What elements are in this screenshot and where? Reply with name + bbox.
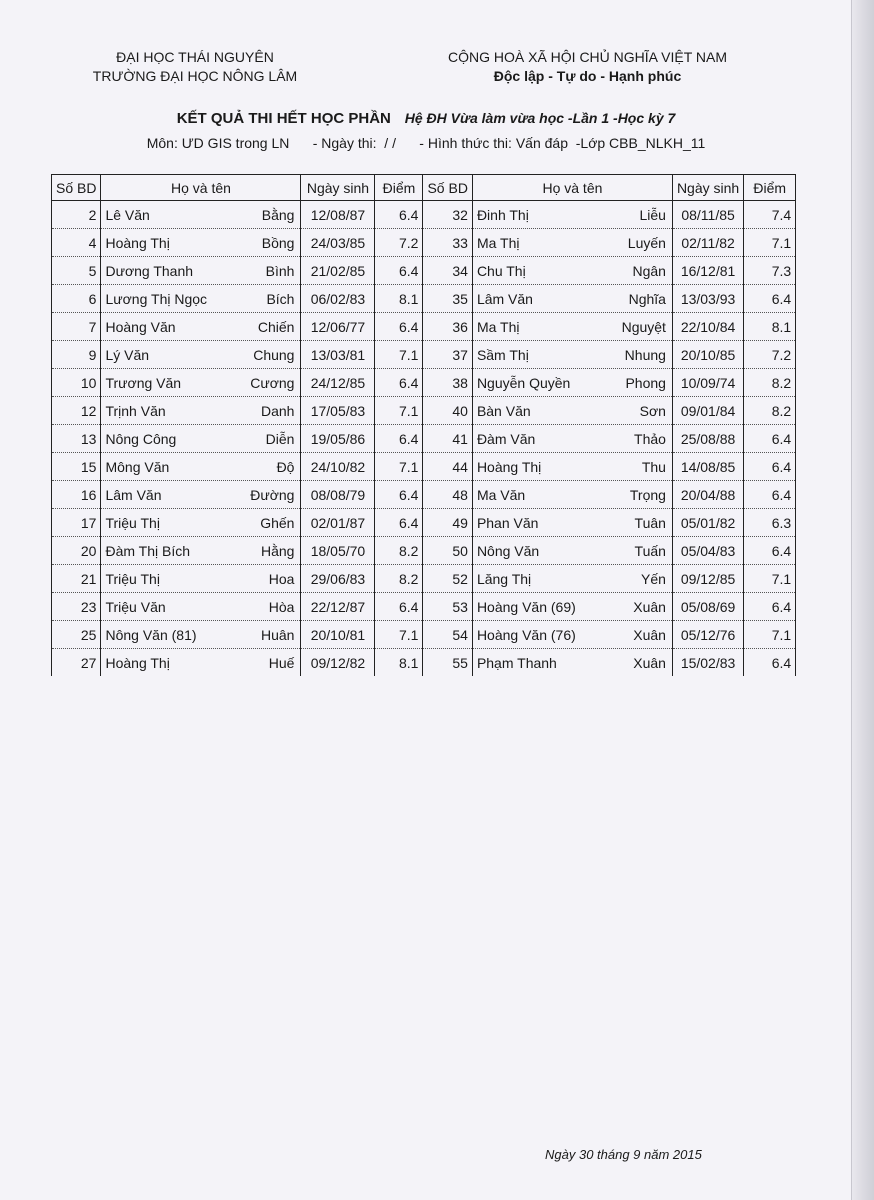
cell-dob: 05/12/76 (672, 621, 743, 649)
cell-fullname (101, 565, 301, 593)
cell-family-name: Trương Văn (105, 374, 182, 391)
cell-sbd: 23 (52, 593, 101, 621)
cell-dob: 06/02/83 (301, 285, 375, 313)
cell-dob: 22/10/84 (672, 313, 743, 341)
cell-fullname (472, 341, 672, 369)
cell-family-name: Lý Văn (105, 346, 150, 363)
cell-family-name: Mông Văn (105, 458, 170, 475)
cell-score: 6.4 (744, 649, 796, 677)
cell-family-name: Dương Thanh (105, 262, 194, 279)
cell-score: 6.4 (375, 313, 423, 341)
cell-given-name: Phong (625, 374, 666, 391)
cell-dob: 20/10/81 (301, 621, 375, 649)
cell-fullname (101, 509, 301, 537)
cell-sbd: 36 (423, 313, 472, 341)
cell-fullname (472, 257, 672, 285)
table-row (52, 285, 796, 313)
cell-family-name: Nông Văn (476, 542, 540, 559)
cell-family-name: Hoàng Thị (476, 458, 542, 475)
cell-sbd: 50 (423, 537, 472, 565)
cell-fullname (472, 369, 672, 397)
cell-score: 7.1 (375, 621, 423, 649)
cell-score: 7.1 (375, 341, 423, 369)
cell-dob: 17/05/83 (301, 397, 375, 425)
cell-sbd: 6 (52, 285, 101, 313)
cell-dob: 05/01/82 (672, 509, 743, 537)
cell-sbd: 16 (52, 481, 101, 509)
cell-dob: 16/12/81 (672, 257, 743, 285)
cell-sbd: 5 (52, 257, 101, 285)
cell-score: 6.4 (375, 257, 423, 285)
cell-score: 8.1 (744, 313, 796, 341)
table-row (52, 509, 796, 537)
cell-fullname (101, 369, 301, 397)
header-name: Họ và tên (101, 175, 301, 201)
cell-dob: 13/03/93 (672, 285, 743, 313)
cell-given-name: Độ (276, 458, 295, 475)
cell-given-name: Trọng (629, 486, 666, 503)
cell-fullname (472, 565, 672, 593)
table-row (52, 201, 796, 229)
cell-given-name: Ghến (260, 514, 295, 531)
cell-dob: 19/05/86 (301, 425, 375, 453)
cell-score: 7.1 (375, 453, 423, 481)
cell-family-name: Ma Thị (476, 234, 520, 251)
cell-fullname (472, 229, 672, 257)
cell-score: 7.4 (744, 201, 796, 229)
cell-given-name: Bích (266, 290, 295, 307)
table-row (52, 313, 796, 341)
cell-fullname (472, 481, 672, 509)
cell-fullname (472, 201, 672, 229)
cell-given-name: Yến (641, 570, 666, 587)
cell-family-name: Nguyễn Quyền (476, 374, 571, 391)
cell-dob: 24/10/82 (301, 453, 375, 481)
cell-score: 6.4 (375, 201, 423, 229)
header-score: Điểm (375, 175, 423, 201)
cell-score: 8.2 (744, 397, 796, 425)
cell-dob: 10/09/74 (672, 369, 743, 397)
cell-dob: 05/04/83 (672, 537, 743, 565)
cell-sbd: 44 (423, 453, 472, 481)
cell-score: 7.1 (744, 565, 796, 593)
cell-sbd: 27 (52, 649, 101, 677)
table-row (52, 369, 796, 397)
cell-given-name: Luyến (627, 234, 666, 251)
cell-family-name: Trịnh Văn (105, 402, 166, 419)
cell-sbd: 10 (52, 369, 101, 397)
cell-sbd: 7 (52, 313, 101, 341)
cell-sbd: 54 (423, 621, 472, 649)
cell-dob: 02/11/82 (672, 229, 743, 257)
cell-given-name: Chiến (257, 318, 295, 335)
cell-family-name: Triệu Thị (105, 570, 160, 587)
page-fold-line (851, 0, 852, 1200)
cell-sbd: 55 (423, 649, 472, 677)
cell-given-name: Bằng (261, 206, 295, 223)
cell-fullname (101, 649, 301, 677)
cell-fullname (472, 509, 672, 537)
cell-dob: 12/08/87 (301, 201, 375, 229)
cell-family-name: Đinh Thị (476, 206, 529, 223)
cell-score: 7.2 (375, 229, 423, 257)
cell-family-name: Phạm Thanh (476, 654, 557, 671)
cell-fullname (101, 593, 301, 621)
cell-given-name: Danh (261, 402, 295, 419)
cell-given-name: Sơn (639, 402, 666, 419)
cell-family-name: Lâm Văn (476, 290, 533, 307)
cell-given-name: Nghĩa (628, 290, 666, 307)
motto: Độc lập - Tự do - Hạnh phúc (493, 68, 682, 84)
cell-family-name: Bàn Văn (476, 402, 531, 419)
cell-fullname (472, 397, 672, 425)
cell-sbd: 32 (423, 201, 472, 229)
national-motto-header (425, 48, 750, 86)
cell-fullname (472, 425, 672, 453)
cell-fullname (101, 285, 301, 313)
cell-fullname (472, 285, 672, 313)
cell-score: 8.1 (375, 649, 423, 677)
cell-given-name: Nguyệt (621, 318, 666, 335)
table-row (52, 565, 796, 593)
cell-sbd: 9 (52, 341, 101, 369)
cell-given-name: Hoa (268, 570, 295, 587)
cell-fullname (472, 649, 672, 677)
header-dob: Ngày sinh (301, 175, 375, 201)
table-row (52, 341, 796, 369)
cell-dob: 20/04/88 (672, 481, 743, 509)
cell-given-name: Diễn (265, 430, 295, 447)
cell-given-name: Thảo (634, 430, 666, 447)
cell-score: 6.4 (375, 509, 423, 537)
cell-fullname (101, 397, 301, 425)
cell-score: 7.2 (744, 341, 796, 369)
cell-sbd: 25 (52, 621, 101, 649)
cell-sbd: 33 (423, 229, 472, 257)
cell-fullname (101, 201, 301, 229)
cell-given-name: Huân (261, 626, 295, 643)
cell-fullname (472, 453, 672, 481)
header-score: Điểm (744, 175, 796, 201)
table-row (52, 453, 796, 481)
cell-sbd: 35 (423, 285, 472, 313)
cell-family-name: Nông Công (105, 430, 177, 447)
title-program: Hệ ĐH Vừa làm vừa học -Lần 1 -Học kỳ 7 (404, 110, 676, 126)
country-name: CỘNG HOÀ XÃ HỘI CHỦ NGHĨA VIỆT NAM (447, 49, 727, 65)
header-dob: Ngày sinh (672, 175, 743, 201)
cell-dob: 09/01/84 (672, 397, 743, 425)
cell-given-name: Tuấn (634, 542, 666, 559)
cell-fullname (101, 537, 301, 565)
table-row (52, 537, 796, 565)
cell-sbd: 15 (52, 453, 101, 481)
cell-fullname (472, 313, 672, 341)
cell-score: 7.1 (375, 397, 423, 425)
cell-given-name: Thu (641, 458, 666, 475)
cell-family-name: Lương Thị Ngọc (105, 290, 208, 307)
cell-score: 7.1 (744, 621, 796, 649)
cell-dob: 29/06/83 (301, 565, 375, 593)
cell-score: 6.4 (375, 593, 423, 621)
cell-given-name: Đường (250, 486, 295, 503)
cell-sbd: 40 (423, 397, 472, 425)
table-row (52, 425, 796, 453)
cell-given-name: Hằng (261, 542, 295, 559)
cell-dob: 24/03/85 (301, 229, 375, 257)
cell-family-name: Phan Văn (476, 514, 539, 531)
table-header-row (52, 175, 796, 201)
cell-sbd: 38 (423, 369, 472, 397)
cell-fullname (472, 537, 672, 565)
cell-fullname (101, 453, 301, 481)
cell-sbd: 13 (52, 425, 101, 453)
cell-given-name: Xuân (633, 654, 666, 671)
cell-score: 6.4 (744, 593, 796, 621)
cell-sbd: 21 (52, 565, 101, 593)
cell-score: 8.2 (375, 537, 423, 565)
cell-score: 6.3 (744, 509, 796, 537)
cell-dob: 05/08/69 (672, 593, 743, 621)
cell-family-name: Lăng Thị (476, 570, 532, 587)
cell-given-name: Chung (253, 346, 295, 363)
cell-score: 8.2 (744, 369, 796, 397)
cell-score: 7.1 (744, 229, 796, 257)
cell-fullname (101, 313, 301, 341)
cell-score: 6.4 (375, 481, 423, 509)
cell-score: 6.4 (744, 537, 796, 565)
cell-sbd: 4 (52, 229, 101, 257)
cell-family-name: Hoàng Văn (69) (476, 598, 576, 615)
document-title (0, 110, 852, 127)
table-row (52, 481, 796, 509)
page-edge (852, 0, 874, 1200)
cell-family-name: Hoàng Thị (105, 654, 170, 671)
cell-given-name: Xuân (633, 626, 666, 643)
cell-given-name: Liễu (639, 206, 666, 223)
cell-score: 7.3 (744, 257, 796, 285)
cell-dob: 21/02/85 (301, 257, 375, 285)
cell-family-name: Ma Thị (476, 318, 520, 335)
cell-fullname (101, 257, 301, 285)
cell-given-name: Cương (250, 374, 295, 391)
cell-given-name: Hòa (268, 598, 295, 615)
cell-given-name: Xuân (633, 598, 666, 615)
cell-family-name: Lâm Văn (105, 486, 162, 503)
cell-family-name: Đàm Văn (476, 430, 536, 447)
cell-sbd: 12 (52, 397, 101, 425)
cell-given-name: Ngân (632, 262, 666, 279)
cell-given-name: Bình (265, 262, 295, 279)
cell-sbd: 41 (423, 425, 472, 453)
table-row (52, 593, 796, 621)
cell-fullname (101, 425, 301, 453)
cell-sbd: 48 (423, 481, 472, 509)
cell-score: 6.4 (744, 481, 796, 509)
cell-dob: 13/03/81 (301, 341, 375, 369)
cell-score: 6.4 (375, 369, 423, 397)
institution-header (70, 48, 320, 86)
cell-sbd: 53 (423, 593, 472, 621)
cell-dob: 22/12/87 (301, 593, 375, 621)
cell-dob: 24/12/85 (301, 369, 375, 397)
cell-sbd: 17 (52, 509, 101, 537)
cell-dob: 18/05/70 (301, 537, 375, 565)
cell-dob: 14/08/85 (672, 453, 743, 481)
cell-given-name: Nhung (624, 346, 666, 363)
cell-score: 6.4 (744, 285, 796, 313)
cell-score: 6.4 (744, 425, 796, 453)
cell-sbd: 2 (52, 201, 101, 229)
cell-dob: 15/02/83 (672, 649, 743, 677)
cell-sbd: 49 (423, 509, 472, 537)
cell-fullname (472, 593, 672, 621)
cell-family-name: Triệu Văn (105, 598, 166, 615)
table-row (52, 621, 796, 649)
cell-dob: 09/12/85 (672, 565, 743, 593)
cell-score: 6.4 (375, 425, 423, 453)
cell-family-name: Nông Văn (81) (105, 626, 197, 643)
header-name: Họ và tên (472, 175, 672, 201)
title-main: KẾT QUẢ THI HẾT HỌC PHẦN (176, 110, 391, 127)
cell-family-name: Triệu Thị (105, 514, 160, 531)
cell-family-name: Ma Văn (476, 486, 526, 503)
cell-sbd: 52 (423, 565, 472, 593)
cell-dob: 25/08/88 (672, 425, 743, 453)
cell-fullname (101, 621, 301, 649)
cell-score: 8.1 (375, 285, 423, 313)
exam-info: Môn: ƯD GIS trong LN - Ngày thi: / / - Hình thức thi: Vấn đáp -Lớp CBB_NLKH_11 (146, 135, 706, 151)
cell-fullname (472, 621, 672, 649)
cell-dob: 12/06/77 (301, 313, 375, 341)
cell-dob: 09/12/82 (301, 649, 375, 677)
cell-sbd: 34 (423, 257, 472, 285)
cell-family-name: Đàm Thị Bích (105, 542, 191, 559)
cell-given-name: Huế (268, 654, 295, 671)
results-table (51, 174, 796, 676)
school-name: TRƯỜNG ĐẠI HỌC NÔNG LÂM (92, 68, 298, 84)
cell-score: 8.2 (375, 565, 423, 593)
university-name: ĐẠI HỌC THÁI NGUYÊN (116, 49, 274, 65)
cell-sbd: 20 (52, 537, 101, 565)
cell-score: 6.4 (744, 453, 796, 481)
cell-given-name: Tuân (634, 514, 666, 531)
cell-dob: 02/01/87 (301, 509, 375, 537)
cell-given-name: Bồng (261, 234, 295, 251)
cell-family-name: Chu Thị (476, 262, 526, 279)
cell-dob: 08/11/85 (672, 201, 743, 229)
cell-fullname (101, 481, 301, 509)
signing-date: Ngày 30 tháng 9 năm 2015 (545, 1147, 702, 1162)
cell-sbd: 37 (423, 341, 472, 369)
cell-fullname (101, 229, 301, 257)
cell-family-name: Hoàng Văn (105, 318, 176, 335)
cell-dob: 20/10/85 (672, 341, 743, 369)
cell-family-name: Lê Văn (105, 206, 150, 223)
table-row (52, 257, 796, 285)
cell-family-name: Hoàng Văn (76) (476, 626, 576, 643)
table-row (52, 649, 796, 677)
cell-family-name: Sầm Thị (476, 346, 529, 363)
cell-dob: 08/08/79 (301, 481, 375, 509)
header-sbd: Số BD (423, 175, 472, 201)
table-row (52, 397, 796, 425)
cell-fullname (101, 341, 301, 369)
table-row (52, 229, 796, 257)
cell-family-name: Hoàng Thị (105, 234, 170, 251)
header-sbd: Số BD (52, 175, 101, 201)
